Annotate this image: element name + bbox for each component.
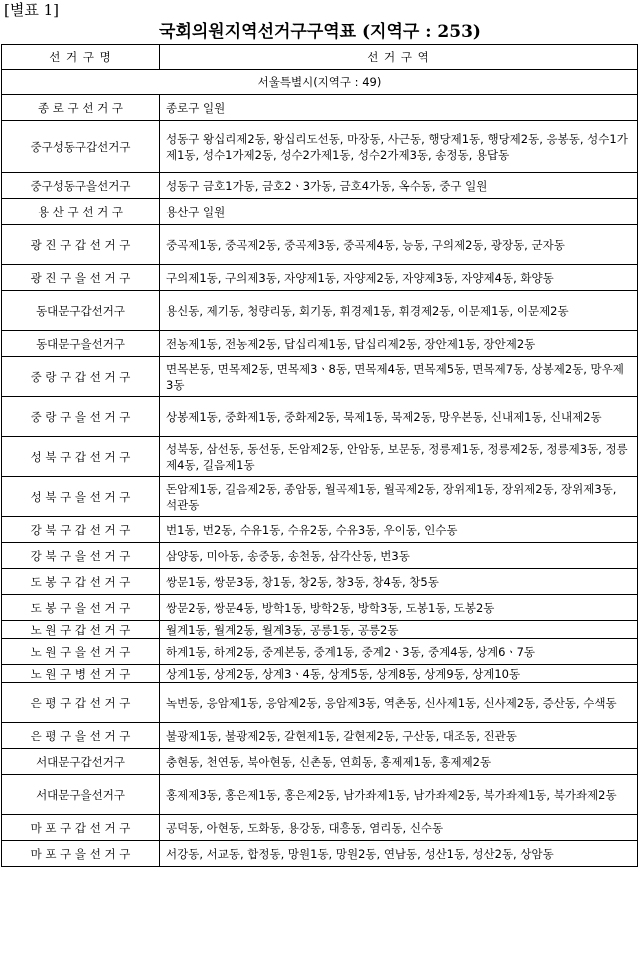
district-table bbox=[1, 44, 638, 867]
district-name: 중 랑 구 을 선 거 구 bbox=[2, 397, 160, 437]
district-area: 공덕동, 아현동, 도화동, 용강동, 대흥동, 염리동, 신수동 bbox=[160, 815, 638, 841]
district-name: 은 평 구 을 선 거 구 bbox=[2, 723, 160, 749]
table-row bbox=[2, 775, 638, 815]
column-header-name: 선 거 구 명 bbox=[2, 45, 160, 70]
district-name: 중 랑 구 갑 선 거 구 bbox=[2, 357, 160, 397]
district-name: 광 진 구 을 선 거 구 bbox=[2, 265, 160, 291]
district-name: 마 포 구 갑 선 거 구 bbox=[2, 815, 160, 841]
table-row bbox=[2, 121, 638, 173]
region-row bbox=[2, 70, 638, 95]
district-area: 중곡제1동, 중곡제2동, 중곡제3동, 중곡제4동, 능동, 구의제2동, 광장동, 군자동 bbox=[160, 225, 638, 265]
column-header-area: 선 거 구 역 bbox=[160, 45, 638, 70]
district-name: 강 북 구 을 선 거 구 bbox=[2, 543, 160, 569]
table-row bbox=[2, 595, 638, 621]
table-row bbox=[2, 437, 638, 477]
table-row bbox=[2, 543, 638, 569]
district-area: 용신동, 제기동, 청량리동, 회기동, 휘경제1동, 휘경제2동, 이문제1동, 이문제2동 bbox=[160, 291, 638, 331]
district-name: 성 북 구 갑 선 거 구 bbox=[2, 437, 160, 477]
table-row bbox=[2, 225, 638, 265]
district-area: 성동구 왕십리제2동, 왕십리도선동, 마장동, 사근동, 행당제1동, 행당제2동, 응봉동, 성수1가제1동, 성수1가제2동, 성수2가제1동, 성수2가제3동, 송정동, 용답동 bbox=[160, 121, 638, 173]
district-name: 노 원 구 병 선 거 구 bbox=[2, 665, 160, 683]
district-name: 은 평 구 갑 선 거 구 bbox=[2, 683, 160, 723]
table-row bbox=[2, 723, 638, 749]
district-area: 면목본동, 면목제2동, 면목제3ㆍ8동, 면목제4동, 면목제5동, 면목제7동, 상봉제2동, 망우제3동 bbox=[160, 357, 638, 397]
district-name: 성 북 구 을 선 거 구 bbox=[2, 477, 160, 517]
district-name: 중구성동구을선거구 bbox=[2, 173, 160, 199]
district-area: 성북동, 삼선동, 동선동, 돈암제2동, 안암동, 보문동, 정릉제1동, 정릉제2동, 정릉제3동, 정릉제4동, 길음제1동 bbox=[160, 437, 638, 477]
district-area: 번1동, 번2동, 수유1동, 수유2동, 수유3동, 우이동, 인수동 bbox=[160, 517, 638, 543]
district-name: 도 봉 구 을 선 거 구 bbox=[2, 595, 160, 621]
table-header-row bbox=[2, 45, 638, 70]
table-row bbox=[2, 199, 638, 225]
district-area: 녹번동, 응암제1동, 응암제2동, 응암제3동, 역촌동, 신사제1동, 신사제2동, 증산동, 수색동 bbox=[160, 683, 638, 723]
district-area: 상계1동, 상계2동, 상계3ㆍ4동, 상계5동, 상계8동, 상계9동, 상계10동 bbox=[160, 665, 638, 683]
district-name: 노 원 구 을 선 거 구 bbox=[2, 639, 160, 665]
table-row bbox=[2, 95, 638, 121]
district-name: 노 원 구 갑 선 거 구 bbox=[2, 621, 160, 639]
table-row bbox=[2, 173, 638, 199]
district-name: 서대문구을선거구 bbox=[2, 775, 160, 815]
district-area: 돈암제1동, 길음제2동, 종암동, 월곡제1동, 월곡제2동, 장위제1동, 장위제2동, 장위제3동, 석관동 bbox=[160, 477, 638, 517]
table-row bbox=[2, 517, 638, 543]
district-area: 삼양동, 미아동, 송중동, 송천동, 삼각산동, 번3동 bbox=[160, 543, 638, 569]
district-name: 종 로 구 선 거 구 bbox=[2, 95, 160, 121]
district-area: 홍제제3동, 홍은제1동, 홍은제2동, 남가좌제1동, 남가좌제2동, 북가좌제1동, 북가좌제2동 bbox=[160, 775, 638, 815]
district-table-body bbox=[2, 45, 638, 867]
district-area: 월계1동, 월계2동, 월계3동, 공릉1동, 공릉2동 bbox=[160, 621, 638, 639]
table-row bbox=[2, 815, 638, 841]
table-row bbox=[2, 265, 638, 291]
table-row bbox=[2, 357, 638, 397]
district-area: 충현동, 천연동, 북아현동, 신촌동, 연희동, 홍제제1동, 홍제제2동 bbox=[160, 749, 638, 775]
district-area: 구의제1동, 구의제3동, 자양제1동, 자양제2동, 자양제3동, 자양제4동, 화양동 bbox=[160, 265, 638, 291]
district-name: 광 진 구 갑 선 거 구 bbox=[2, 225, 160, 265]
page-title: 국회의원지역선거구구역표 (지역구 : 253) bbox=[159, 22, 481, 42]
district-area: 종로구 일원 bbox=[160, 95, 638, 121]
table-row bbox=[2, 397, 638, 437]
district-area: 쌍문2동, 쌍문4동, 방학1동, 방학2동, 방학3동, 도봉1동, 도봉2동 bbox=[160, 595, 638, 621]
table-row bbox=[2, 291, 638, 331]
district-name: 강 북 구 갑 선 거 구 bbox=[2, 517, 160, 543]
district-name: 용 산 구 선 거 구 bbox=[2, 199, 160, 225]
district-name: 마 포 구 을 선 거 구 bbox=[2, 841, 160, 867]
district-area: 전농제1동, 전농제2동, 답십리제1동, 답십리제2동, 장안제1동, 장안제2동 bbox=[160, 331, 638, 357]
table-row bbox=[2, 569, 638, 595]
table-row bbox=[2, 331, 638, 357]
table-row bbox=[2, 683, 638, 723]
district-name: 도 봉 구 갑 선 거 구 bbox=[2, 569, 160, 595]
district-area: 서강동, 서교동, 합정동, 망원1동, 망원2동, 연남동, 성산1동, 성산2동, 상암동 bbox=[160, 841, 638, 867]
region-heading: 서울특별시(지역구 : 49) bbox=[2, 70, 638, 95]
district-area: 불광제1동, 불광제2동, 갈현제1동, 갈현제2동, 구산동, 대조동, 진관동 bbox=[160, 723, 638, 749]
district-name: 동대문구갑선거구 bbox=[2, 291, 160, 331]
district-name: 서대문구갑선거구 bbox=[2, 749, 160, 775]
district-name: 중구성동구갑선거구 bbox=[2, 121, 160, 173]
district-area: 하계1동, 하계2동, 중계본동, 중계1동, 중계2ㆍ3동, 중계4동, 상계6ㆍ7동 bbox=[160, 639, 638, 665]
table-row bbox=[2, 665, 638, 683]
district-area: 용산구 일원 bbox=[160, 199, 638, 225]
district-area: 성동구 금호1가동, 금호2ㆍ3가동, 금호4가동, 옥수동, 중구 일원 bbox=[160, 173, 638, 199]
district-name: 동대문구을선거구 bbox=[2, 331, 160, 357]
annex-label: [별표 1] bbox=[4, 1, 59, 19]
table-row bbox=[2, 841, 638, 867]
table-row bbox=[2, 639, 638, 665]
table-row bbox=[2, 621, 638, 639]
district-area: 쌍문1동, 쌍문3동, 창1동, 창2동, 창3동, 창4동, 창5동 bbox=[160, 569, 638, 595]
table-row bbox=[2, 477, 638, 517]
district-area: 상봉제1동, 중화제1동, 중화제2동, 묵제1동, 묵제2동, 망우본동, 신내제1동, 신내제2동 bbox=[160, 397, 638, 437]
table-row bbox=[2, 749, 638, 775]
